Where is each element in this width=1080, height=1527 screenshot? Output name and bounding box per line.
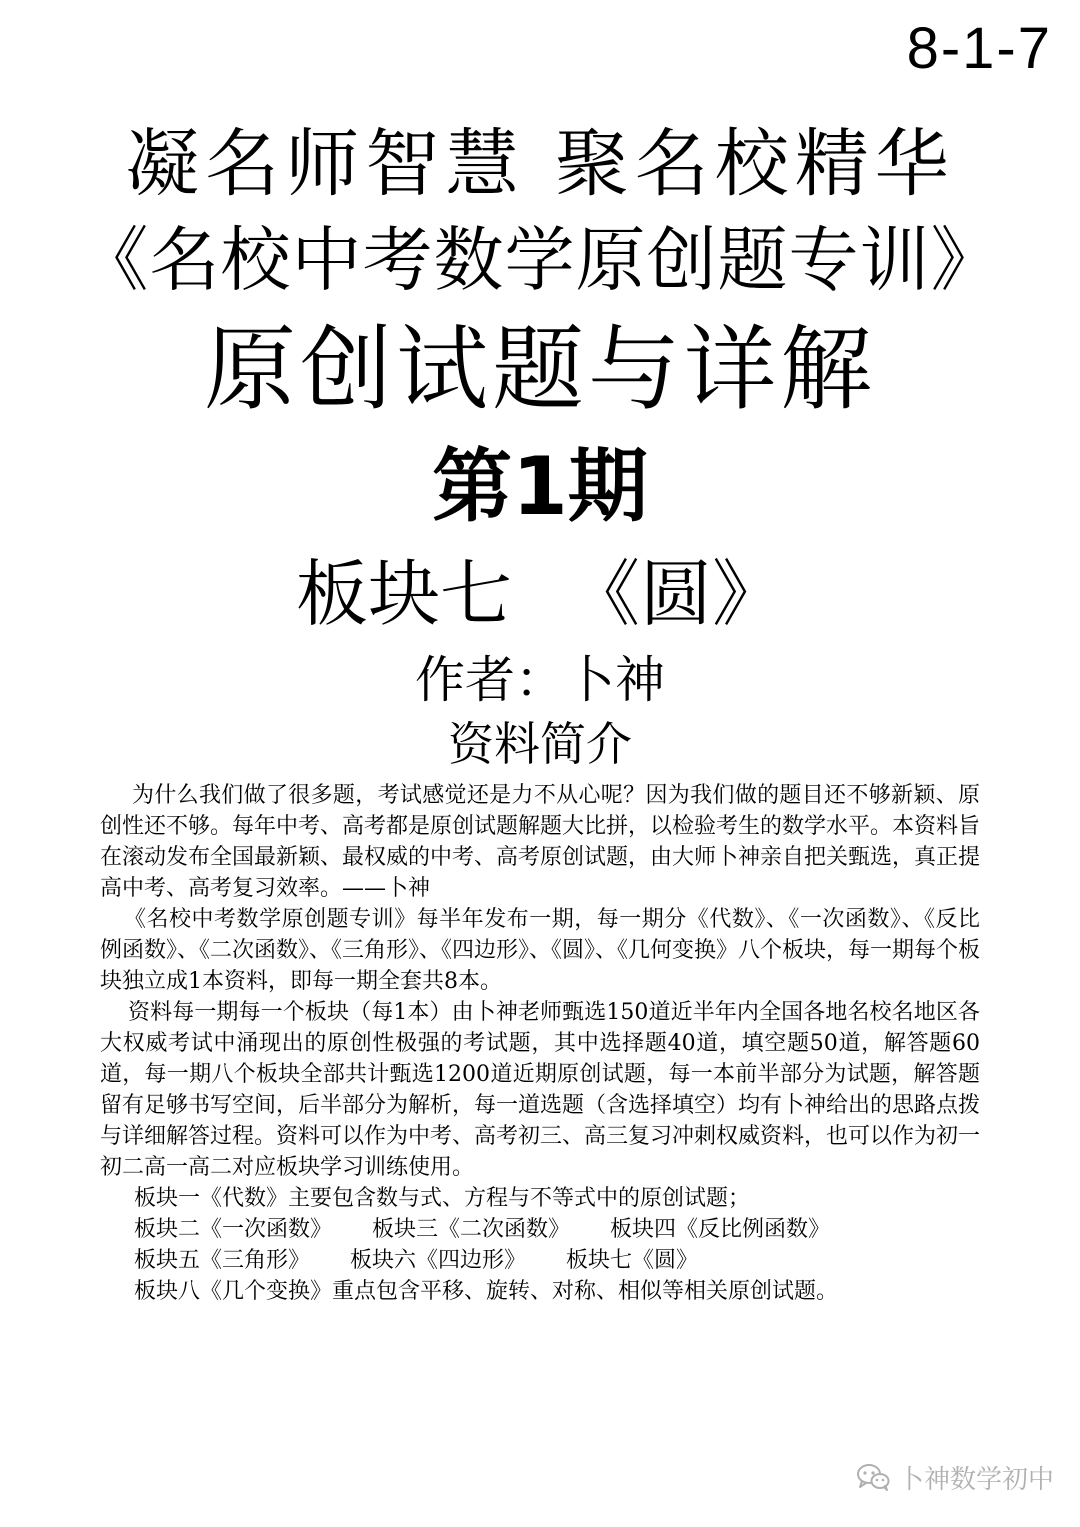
- module-list-line: 板块八《几个变换》重点包含平移、旋转、对称、相似等相关原创试题。: [134, 1279, 839, 1304]
- module-list-item: 板块四《反比例函数》: [610, 1217, 831, 1242]
- module-list-line: [100, 1214, 980, 1245]
- intro-heading: 资料简介: [448, 717, 632, 771]
- module-heading: [0, 550, 1080, 638]
- document-code: 8-1-7: [906, 16, 1052, 81]
- module-list-item: 板块三《二次函数》: [372, 1217, 571, 1242]
- intro-paragraph: 资料每一期每一个板块（每1本）由卜神老师甄选150道近半年内全国各地名校名地区各大权威考试中涌现出的原创性极强的考试题，其中选择题40道，填空题50道，解答题60道，每一期八个板块全部共计甄选1200道近期原创试题，每一本前半部分为试题，解答题留有足够书写空间，后半部分为解析，每一道选题（含选择填空）均有卜神给出的思路点拨与详细解答过程。资料可以作为中考、高考初三、高三复习冲刺权威资料，也可以作为初一初二高一高二对应板块学习训练使用。: [100, 1000, 981, 1180]
- module-list-item: 板块六《四边形》: [350, 1248, 527, 1273]
- module-list-item: 板块七《圆》: [566, 1248, 699, 1273]
- module-list-item: 板块五《三角形》: [134, 1248, 311, 1273]
- module-list-line: 板块一《代数》主要包含数与式、方程与不等式中的原创试题；: [134, 1186, 751, 1211]
- watermark-text: 卜神数学初中: [897, 1464, 1054, 1495]
- watermark: [856, 1455, 1054, 1499]
- module-list-line: [100, 1245, 980, 1276]
- slogan: 凝名师智慧 聚名校精华: [125, 121, 955, 207]
- intro-paragraph: 为什么我们做了很多题，考试感觉还是力不从心呢？因为我们做的题目还不够新颖、原创性还不够。每年中考、高考都是原创试题解题大比拼，以检验考生的数学水平。本资料旨在滚动发布全国最新颖、最权威的中考、高考原创试题，由大师卜神亲自把关甄选，真正提高中考、高考复习效率。——卜神: [100, 783, 981, 901]
- module-name: 《圆》: [568, 552, 785, 636]
- wechat-icon: [856, 1462, 890, 1492]
- issue-number: 第1期: [432, 440, 648, 533]
- series-title: 《名校中考数学原创题专训》: [78, 219, 1002, 301]
- author: 作者：卜神: [415, 651, 665, 709]
- intro-paragraph: 《名校中考数学原创题专训》每半年发布一期，每一期分《代数》、《一次函数》、《反比例函数》、《二次函数》、《三角形》、《四边形》、《圆》、《几何变换》八个板块，每一期每个板块独立成1本资料，即每一期全套共8本。: [100, 907, 981, 994]
- module-list-item: 板块二《一次函数》: [134, 1217, 333, 1242]
- main-title: 原创试题与详解: [203, 316, 876, 423]
- module-label: 板块七: [295, 552, 512, 636]
- intro-body: [100, 780, 980, 1307]
